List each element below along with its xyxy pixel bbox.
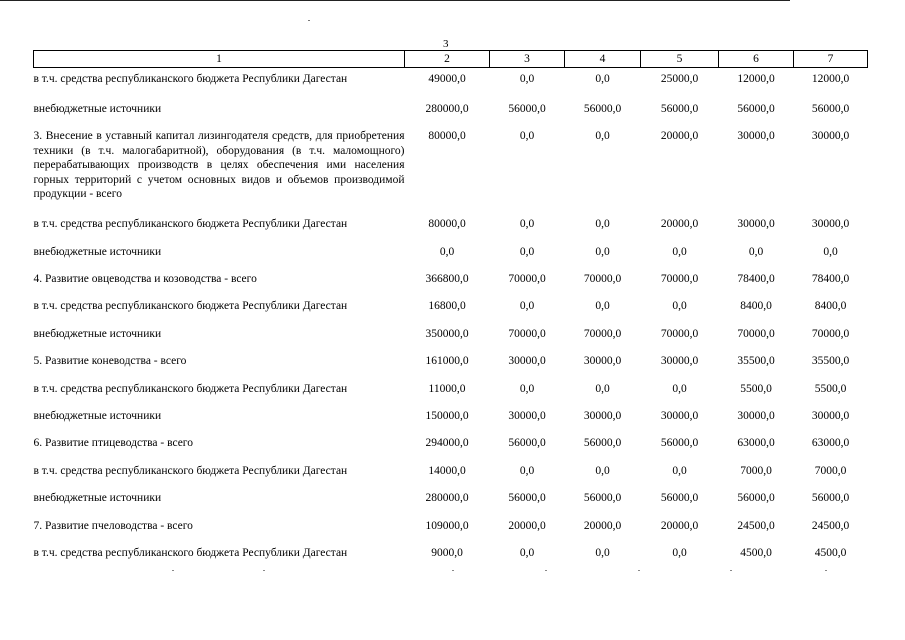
scan-speck [452, 570, 454, 571]
table-row [34, 122, 868, 210]
cell-value: 63000,0 [811, 437, 850, 450]
row-label: в т.ч. средства республиканского бюджета Республики Дагестан [33, 218, 348, 231]
cell-value: 70000,0 [583, 327, 622, 340]
cell-value: 0,0 [519, 300, 535, 313]
column-header: 6 [719, 51, 794, 68]
cell-value: 0,0 [595, 546, 610, 559]
column-header: 2 [405, 51, 490, 68]
cell-value: 56000,0 [583, 102, 622, 115]
cell-value: 30000,0 [737, 410, 775, 423]
column-header: 1 [34, 51, 405, 68]
scan-speck [172, 570, 174, 571]
table-row [34, 375, 868, 402]
cell-value: 0,0 [519, 245, 535, 258]
row-label: в т.ч. средства республиканского бюджета Республики Дагестан [33, 382, 348, 395]
cell-value: 161000,0 [425, 355, 469, 368]
table-row [34, 95, 868, 122]
cell-value: 109000,0 [425, 519, 469, 532]
table-header-row [34, 51, 868, 68]
cell-value: 30000,0 [737, 218, 775, 231]
cell-value: 20000,0 [660, 218, 699, 231]
cell-value: 0,0 [519, 464, 535, 477]
cell-value: 24500,0 [811, 519, 850, 532]
cell-value: 24500,0 [737, 519, 775, 532]
cell-value: 4500,0 [740, 546, 772, 559]
cell-value: 5500,0 [814, 382, 847, 395]
cell-value: 30000,0 [508, 410, 546, 423]
table-row [34, 68, 868, 95]
cell-value: 0,0 [595, 245, 610, 258]
row-label: внебюджетные источники [33, 492, 162, 505]
cell-value: 0,0 [595, 382, 610, 395]
cell-value: 30000,0 [737, 130, 775, 143]
cell-value: 11000,0 [428, 382, 466, 395]
cell-value: 80000,0 [428, 218, 466, 231]
table-row [34, 265, 868, 292]
cell-value: 0,0 [595, 218, 610, 231]
row-label: 6. Развитие птицеводства - всего [33, 437, 193, 450]
cell-value: 0,0 [672, 300, 687, 313]
cell-value: 35500,0 [737, 355, 775, 368]
table-row [34, 484, 868, 511]
cell-value: 294000,0 [425, 437, 469, 450]
cell-value: 30000,0 [811, 410, 850, 423]
cell-value: 56000,0 [583, 437, 622, 450]
row-label: 4. Развитие овцеводства и козоводства - всего [33, 273, 257, 286]
table-row [34, 539, 868, 566]
cell-value: 0,0 [595, 464, 610, 477]
cell-value: 0,0 [748, 245, 764, 258]
cell-value: 16800,0 [428, 300, 466, 313]
row-label: в т.ч. средства республиканского бюджета Республики Дагестан [33, 546, 348, 559]
cell-value: 0,0 [672, 382, 687, 395]
cell-value: 0,0 [595, 130, 610, 143]
cell-value: 30000,0 [583, 410, 622, 423]
row-label: в т.ч. средства республиканского бюджета Республики Дагестан [33, 464, 348, 477]
scan-speck [308, 20, 310, 21]
table-row [34, 210, 868, 237]
scan-speck [638, 570, 640, 571]
cell-value: 25000,0 [660, 73, 699, 85]
budget-table [33, 50, 868, 566]
page-number: 3 [443, 38, 449, 50]
cell-value: 78400,0 [811, 273, 850, 286]
cell-value: 8400,0 [814, 300, 847, 313]
cell-value: 30000,0 [660, 410, 699, 423]
cell-value: 5500,0 [740, 382, 772, 395]
cell-value: 0,0 [672, 546, 687, 559]
cell-value: 350000,0 [425, 327, 469, 340]
cell-value: 0,0 [672, 464, 687, 477]
cell-value: 4500,0 [814, 546, 847, 559]
cell-value: 70000,0 [583, 273, 622, 286]
cell-value: 70000,0 [508, 327, 546, 340]
cell-value: 280000,0 [425, 492, 469, 505]
cell-value: 80000,0 [428, 130, 466, 143]
cell-value: 280000,0 [425, 102, 469, 115]
table-row [34, 320, 868, 347]
cell-value: 56000,0 [811, 102, 850, 115]
cell-value: 366800,0 [425, 273, 469, 286]
column-header: 3 [490, 51, 565, 68]
cell-value: 56000,0 [737, 102, 775, 115]
cell-value: 56000,0 [508, 492, 546, 505]
cell-value: 0,0 [595, 73, 610, 85]
table-row [34, 292, 868, 319]
cell-value: 0,0 [519, 546, 535, 559]
cell-value: 49000,0 [428, 73, 466, 85]
cell-value: 70000,0 [660, 327, 699, 340]
cell-value: 8400,0 [740, 300, 772, 313]
table-row [34, 402, 868, 429]
cell-value: 56000,0 [660, 492, 699, 505]
column-header: 7 [794, 51, 868, 68]
cell-value: 9000,0 [431, 546, 463, 559]
cell-value: 56000,0 [660, 437, 699, 450]
row-label: внебюджетные источники [33, 245, 162, 258]
cell-value: 14000,0 [428, 464, 466, 477]
cell-value: 35500,0 [811, 355, 850, 368]
cell-value: 78400,0 [737, 273, 775, 286]
row-label: 5. Развитие коневодства - всего [33, 355, 187, 368]
cell-value: 70000,0 [660, 273, 699, 286]
cell-value: 30000,0 [583, 355, 622, 368]
cell-value: 56000,0 [737, 492, 775, 505]
table-row [34, 347, 868, 374]
scan-speck [263, 570, 265, 571]
row-label: внебюджетные источники [33, 327, 162, 340]
row-label: внебюджетные источники [33, 410, 162, 423]
cell-value: 0,0 [439, 245, 455, 258]
cell-value: 56000,0 [660, 102, 699, 115]
cell-value: 56000,0 [811, 492, 850, 505]
cell-value: 0,0 [519, 73, 535, 85]
scan-top-edge [0, 0, 790, 1]
row-label: внебюджетные источники [33, 102, 162, 115]
cell-value: 150000,0 [425, 410, 469, 423]
cell-value: 20000,0 [583, 519, 622, 532]
column-header: 5 [641, 51, 719, 68]
scan-speck [730, 570, 732, 571]
cell-value: 0,0 [519, 130, 535, 143]
table-row [34, 457, 868, 484]
cell-value: 70000,0 [811, 327, 850, 340]
cell-value: 30000,0 [660, 355, 699, 368]
cell-value: 12000,0 [737, 73, 775, 85]
cell-value: 56000,0 [583, 492, 622, 505]
row-label: 7. Развитие пчеловодства - всего [33, 519, 193, 532]
row-label: 3. Внесение в уставный капитал лизингодателя средств, для приобретения техники (в т.ч. малогабаритной), оборудования (в т.ч. маломощного) перерабатывающих производств в целях обеспечения ими населения горных территорий с учетом основных видов и объемов производимой продукции - всего [33, 130, 405, 201]
cell-value: 0,0 [823, 245, 838, 258]
cell-value: 0,0 [595, 300, 610, 313]
cell-value: 30000,0 [811, 218, 850, 231]
column-header: 4 [565, 51, 641, 68]
cell-value: 56000,0 [508, 437, 546, 450]
cell-value: 7000,0 [740, 464, 772, 477]
cell-value: 0,0 [519, 382, 535, 395]
cell-value: 20000,0 [660, 130, 699, 143]
table-row [34, 429, 868, 456]
scan-speck [545, 570, 547, 571]
cell-value: 30000,0 [508, 355, 546, 368]
cell-value: 0,0 [519, 218, 535, 231]
cell-value: 70000,0 [737, 327, 775, 340]
row-label: в т.ч. средства республиканского бюджета Республики Дагестан [33, 300, 348, 313]
scan-speck [825, 570, 827, 571]
cell-value: 12000,0 [811, 73, 850, 85]
cell-value: 56000,0 [508, 102, 546, 115]
cell-value: 0,0 [672, 245, 687, 258]
cell-value: 30000,0 [811, 130, 850, 143]
table-row [34, 238, 868, 265]
cell-value: 70000,0 [508, 273, 546, 286]
cell-value: 63000,0 [737, 437, 775, 450]
cell-value: 7000,0 [814, 464, 847, 477]
table-row [34, 512, 868, 539]
cell-value: 20000,0 [508, 519, 546, 532]
cell-value: 20000,0 [660, 519, 699, 532]
row-label: в т.ч. средства республиканского бюджета Республики Дагестан [33, 73, 348, 85]
